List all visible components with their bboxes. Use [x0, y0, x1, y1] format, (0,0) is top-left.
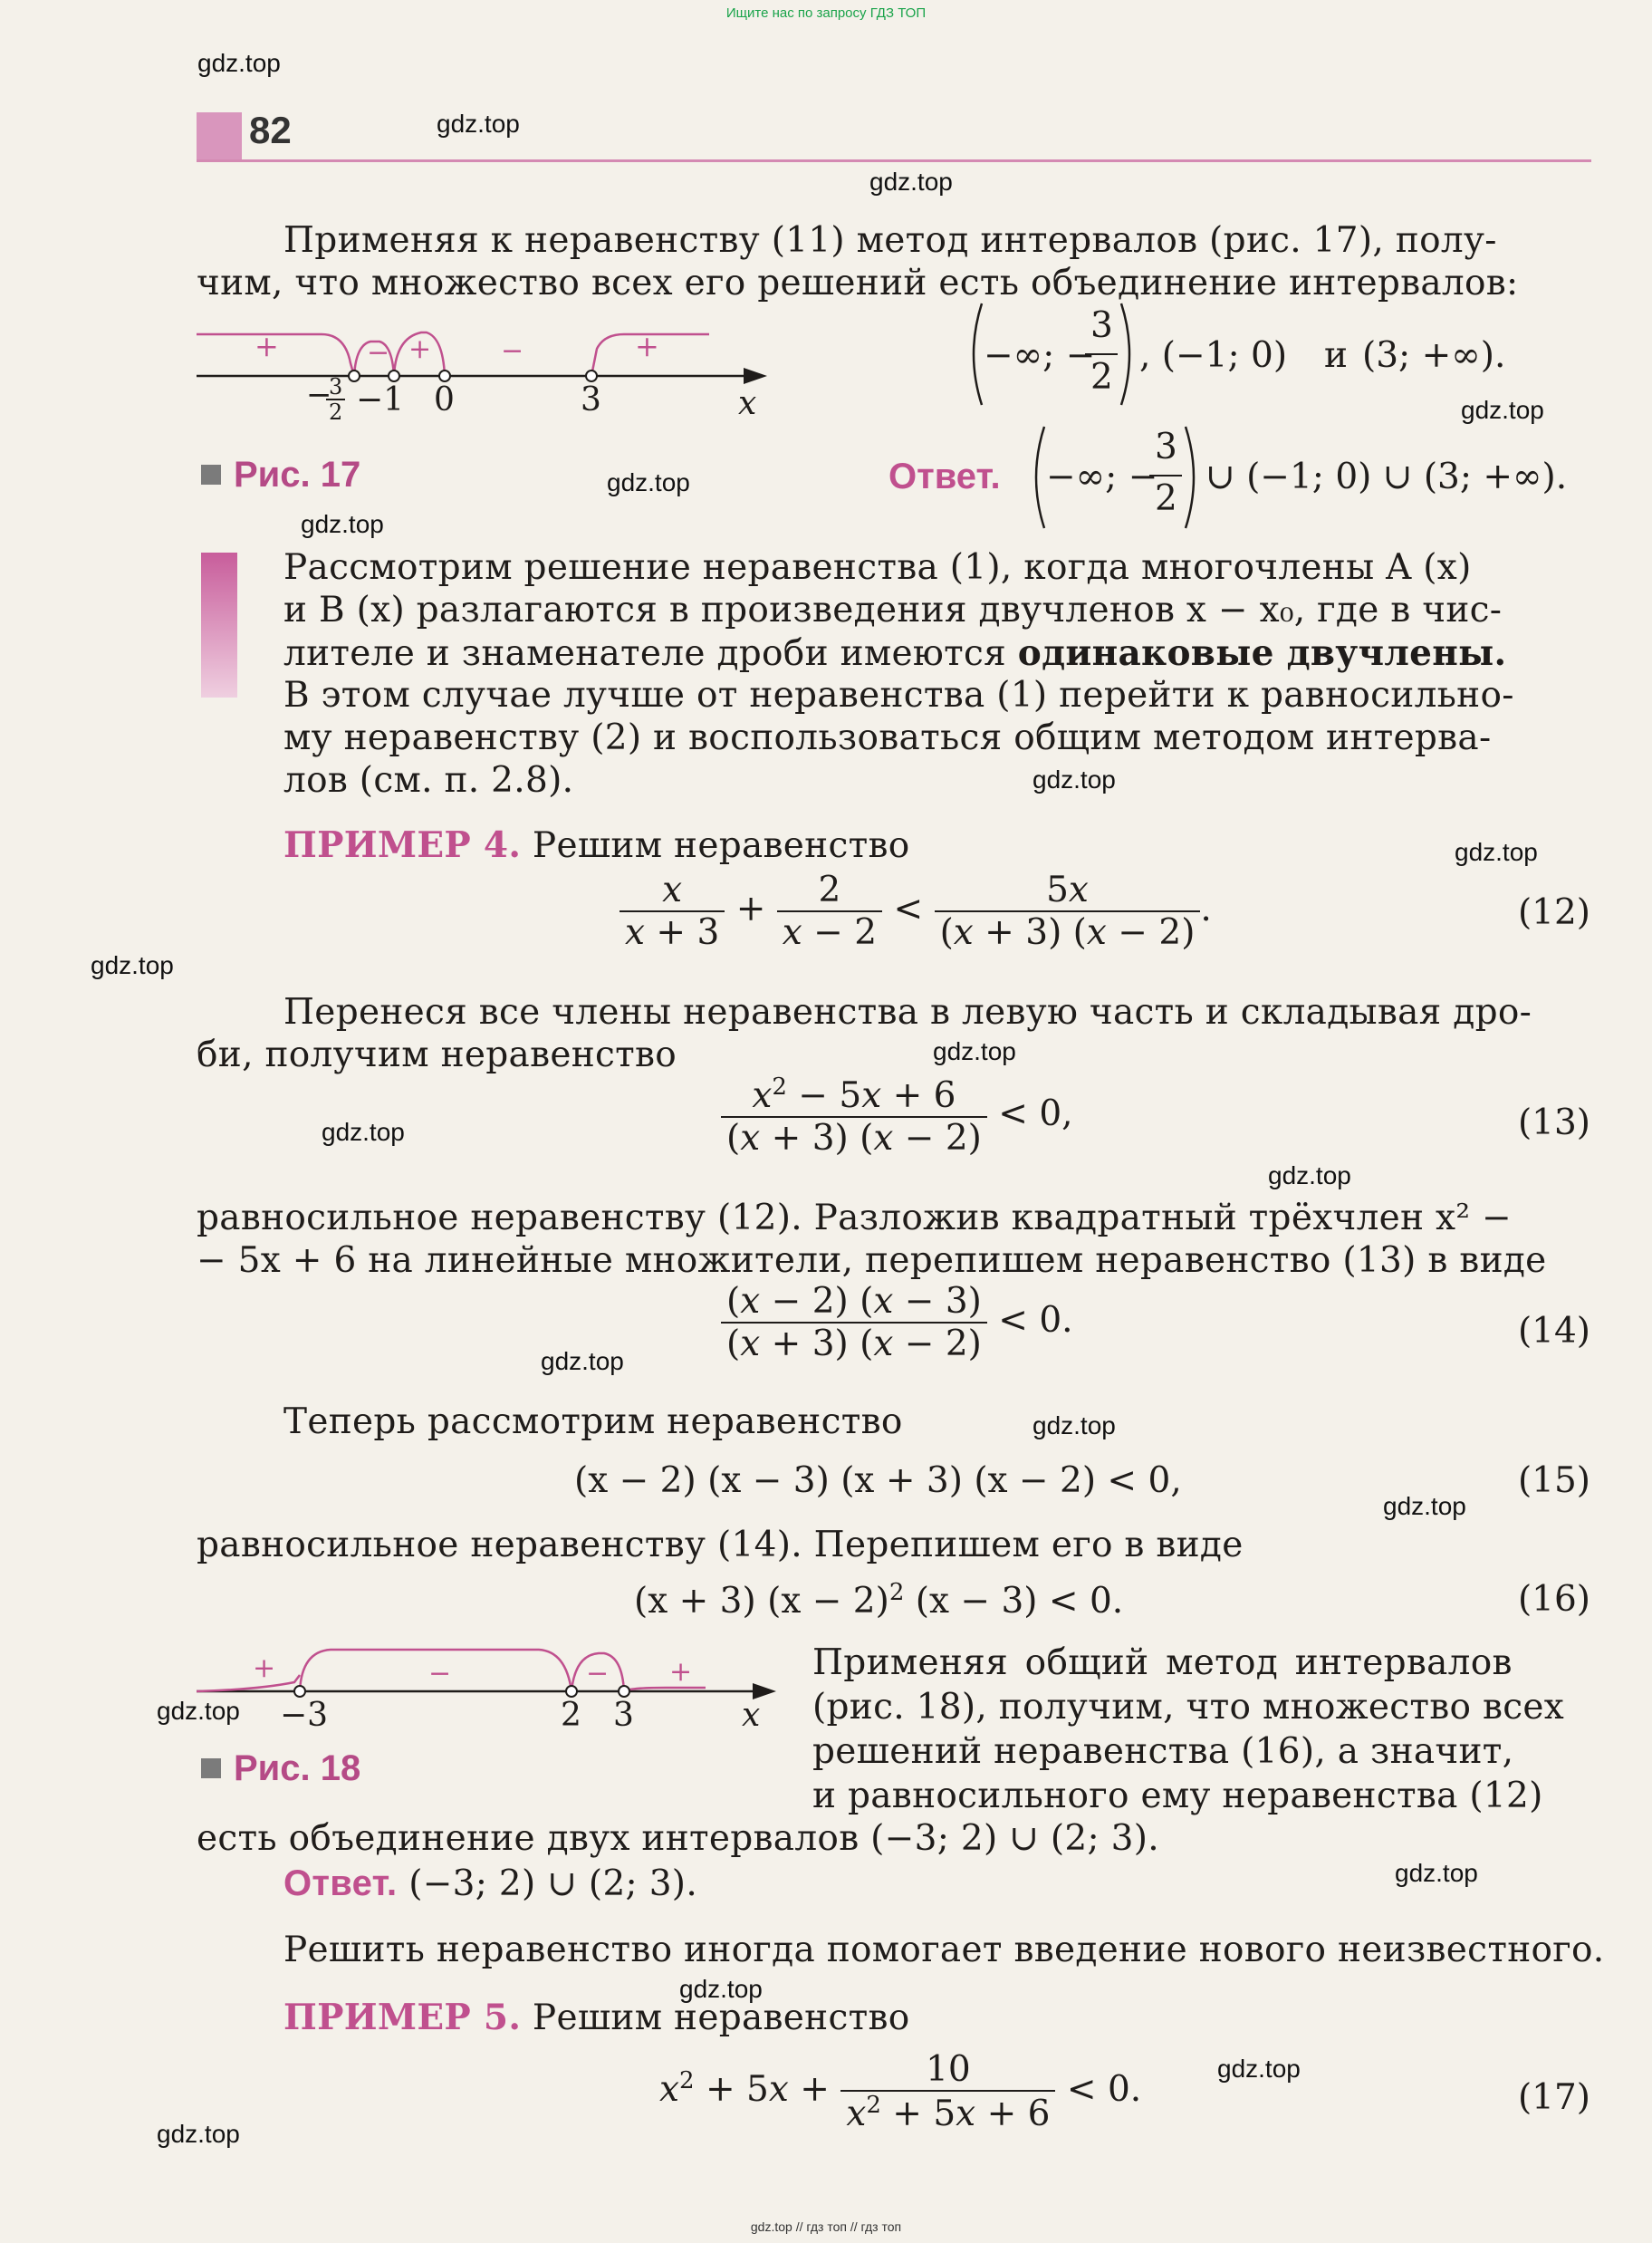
watermark-8: gdz.top [1455, 838, 1538, 866]
answer-2: Ответ. (−3; 2) ∪ (2; 3). [283, 1863, 698, 1904]
equation-14: $\frac{(x - 2) (x - 3)}{(x + 3) (x - 2)}$ < 0. [721, 1281, 1073, 1364]
fig17-point-4 [586, 371, 597, 381]
fig18-point-1 [294, 1686, 305, 1697]
watermark-17: gdz.top [1395, 1859, 1478, 1887]
fig17-sign-4: − [501, 335, 524, 367]
watermark-14: gdz.top [1032, 1411, 1116, 1439]
equation-15-number: (15) [1517, 1460, 1590, 1501]
watermark-12: gdz.top [1268, 1161, 1351, 1189]
answer-1-label: Ответ. [888, 457, 1001, 496]
example-4-heading: ПРИМЕР 4. Решим неравенство [283, 824, 910, 866]
fig17-sign-2: − [367, 337, 390, 369]
example-4-label: ПРИМЕР 4. [283, 824, 522, 866]
equation-13-number: (13) [1517, 1102, 1590, 1143]
fig17-tick-three: 3 [581, 381, 601, 419]
paragraph-4-line-1: равносильное неравенству (12). Разложив квадратный трёхчлен x² − [197, 1198, 1512, 1238]
figure-17-number-line [195, 313, 774, 426]
equation-13: $\frac{x^2 - 5x + 6}{(x + 3) (x - 2)}$ < 0, [721, 1073, 1073, 1159]
watermark-15: gdz.top [1383, 1492, 1466, 1520]
watermark-11: gdz.top [322, 1118, 405, 1146]
watermark-5: gdz.top [607, 468, 690, 496]
fig17-axis-x: x [738, 385, 757, 422]
paragraph-2-line-1: Рассмотрим решение неравенства (1), когда многочлены A (x) [283, 547, 1472, 588]
figure-18-caption: Рис. 18 [201, 1748, 360, 1789]
paragraph-1-line-2: чим, что множество всех его решений есть объединение интервалов: [197, 263, 1519, 303]
page-number: 82 [249, 109, 292, 151]
watermark-16: gdz.top [157, 1697, 240, 1725]
fig17-arrow [744, 368, 767, 384]
fig18-tick-minus3: −3 [280, 1697, 329, 1734]
paragraph-7-line-3: решений неравенства (16), а значит, [812, 1731, 1514, 1772]
paragraph-6: равносильное неравенству (14). Перепишем его в виде [197, 1525, 1244, 1565]
paragraph-5: Теперь рассмотрим неравенство [283, 1401, 903, 1442]
watermark-19: gdz.top [1217, 2055, 1301, 2083]
fig18-arc-1 [197, 1675, 300, 1691]
paragraph-2-line-4: В этом случае лучше от неравенства (1) перейти к равносильно- [283, 675, 1514, 716]
bold-same-binomials: одинаковые двучлены. [1017, 632, 1507, 674]
watermark-13: gdz.top [541, 1347, 624, 1375]
fig17-sign-5: + [635, 329, 659, 363]
fig17-point-1 [349, 371, 360, 381]
paragraph-8: есть объединение двух интервалов (−3; 2) ∪ (2; 3). [197, 1818, 1159, 1859]
paragraph-2-line-5: му неравенству (2) и воспользоваться общим методом интерва- [283, 717, 1492, 758]
caption-square-icon [201, 465, 221, 485]
fig17-point-2 [389, 371, 399, 381]
fig17-tick-2: 2 [329, 400, 343, 425]
equation-17: $x^2 + 5x$ + $\frac{10}{x^2 + 5x + 6}$ < 0. [659, 2049, 1142, 2134]
fig18-point-3 [619, 1686, 629, 1697]
watermark-9: gdz.top [91, 951, 174, 979]
figure-17-caption: Рис. 17 [201, 455, 360, 496]
paragraph-2-line-6: лов (см. п. 2.8). [283, 760, 574, 801]
paragraph-7-line-4: и равносильного ему неравенства (12) [812, 1776, 1543, 1816]
watermark-20: gdz.top [157, 2120, 240, 2148]
top-watermark-note: Ищите нас по запросу ГДЗ ТОП [725, 5, 927, 21]
paragraph-2-line-3: лителе и знаменателе дроби имеются одинаковые двучлены. [283, 632, 1507, 674]
equation-16-number: (16) [1517, 1579, 1590, 1620]
fig18-sign-3: − [586, 1658, 610, 1689]
fig18-tick-3: 3 [613, 1697, 634, 1734]
page-header [197, 109, 1591, 161]
equation-14-number: (14) [1517, 1311, 1590, 1352]
fig17-tick-0: 0 [434, 381, 455, 419]
watermark-2: gdz.top [437, 110, 520, 138]
paragraph-2-line-2: и B (x) разлагаются в произведения двучленов x − x₀, где в чис- [283, 590, 1503, 631]
fig18-sign-1: + [253, 1652, 276, 1684]
fig17-point-3 [439, 371, 450, 381]
header-rule [197, 159, 1591, 162]
figure-18-number-line [195, 1635, 783, 1735]
paragraph-4-line-2: − 5x + 6 на линейные множители, перепишем неравенство (13) в виде [197, 1240, 1547, 1281]
paragraph-9: Решить неравенство иногда помогает введение нового неизвестного. [283, 1930, 1605, 1970]
watermark-1: gdz.top [197, 49, 281, 77]
equation-12-number: (12) [1517, 892, 1590, 933]
watermark-3: gdz.top [869, 168, 953, 196]
example-5-label: ПРИМЕР 5. [283, 1997, 522, 2038]
paragraph-3-line-1: Перенеся все члены неравенства в левую часть и складывая дро- [283, 992, 1532, 1033]
equation-15: (x − 2) (x − 3) (x + 3) (x − 2) < 0, [574, 1460, 1182, 1501]
fig18-axis-x: x [742, 1697, 761, 1734]
equation-16: (x + 3) $(x - 2)^2$ (x − 3) < 0. [634, 1579, 1124, 1622]
answer-1: Ответ. −∞; − 3 2 ∪ (−1; 0) ∪ (3; +∞). [888, 424, 1577, 531]
watermark-7: gdz.top [1032, 765, 1116, 794]
caption-square-icon [201, 1758, 221, 1778]
example-5-heading: ПРИМЕР 5. Решим неравенство [283, 1997, 910, 2038]
paragraph-7-line-1: Применяя общий метод интервалов [812, 1642, 1513, 1683]
paragraph-2-side-bar [201, 553, 237, 698]
fig18-sign-4: + [669, 1656, 693, 1688]
fig17-tick-3: 3 [329, 374, 343, 400]
fig18-point-2 [566, 1686, 577, 1697]
paragraph-3-line-2: би, получим неравенство [197, 1035, 677, 1075]
watermark-18: gdz.top [679, 1975, 763, 2003]
equation-17-number: (17) [1517, 2077, 1590, 2118]
header-accent-block [197, 112, 242, 159]
watermark-6: gdz.top [301, 510, 384, 538]
fig17-sign-1: + [255, 329, 279, 363]
fig17-sign-3: + [408, 333, 432, 365]
watermark-10: gdz.top [933, 1037, 1016, 1065]
paragraph-7-line-2: (рис. 18), получим, что множество всех [812, 1687, 1565, 1728]
equation-12: $\frac{x}{x + 3}$ + $\frac{2}{x - 2}$ < $\frac{5x}{(x + 3) (x - 2)}$ . [620, 870, 1212, 953]
answer-2-label: Ответ. [283, 1863, 398, 1903]
watermark-4: gdz.top [1461, 396, 1544, 424]
bottom-watermark-note: gdz.top // гдз топ // гдз топ [750, 2219, 902, 2234]
fig18-tick-2: 2 [561, 1697, 581, 1734]
fig17-tick-minus: − [306, 377, 332, 413]
fig17-tick-minus1: −1 [356, 381, 405, 419]
fig18-sign-2: − [428, 1658, 452, 1689]
paragraph-1-line-1: Применяя к неравенству (11) метод интервалов (рис. 17), полу- [283, 220, 1497, 261]
